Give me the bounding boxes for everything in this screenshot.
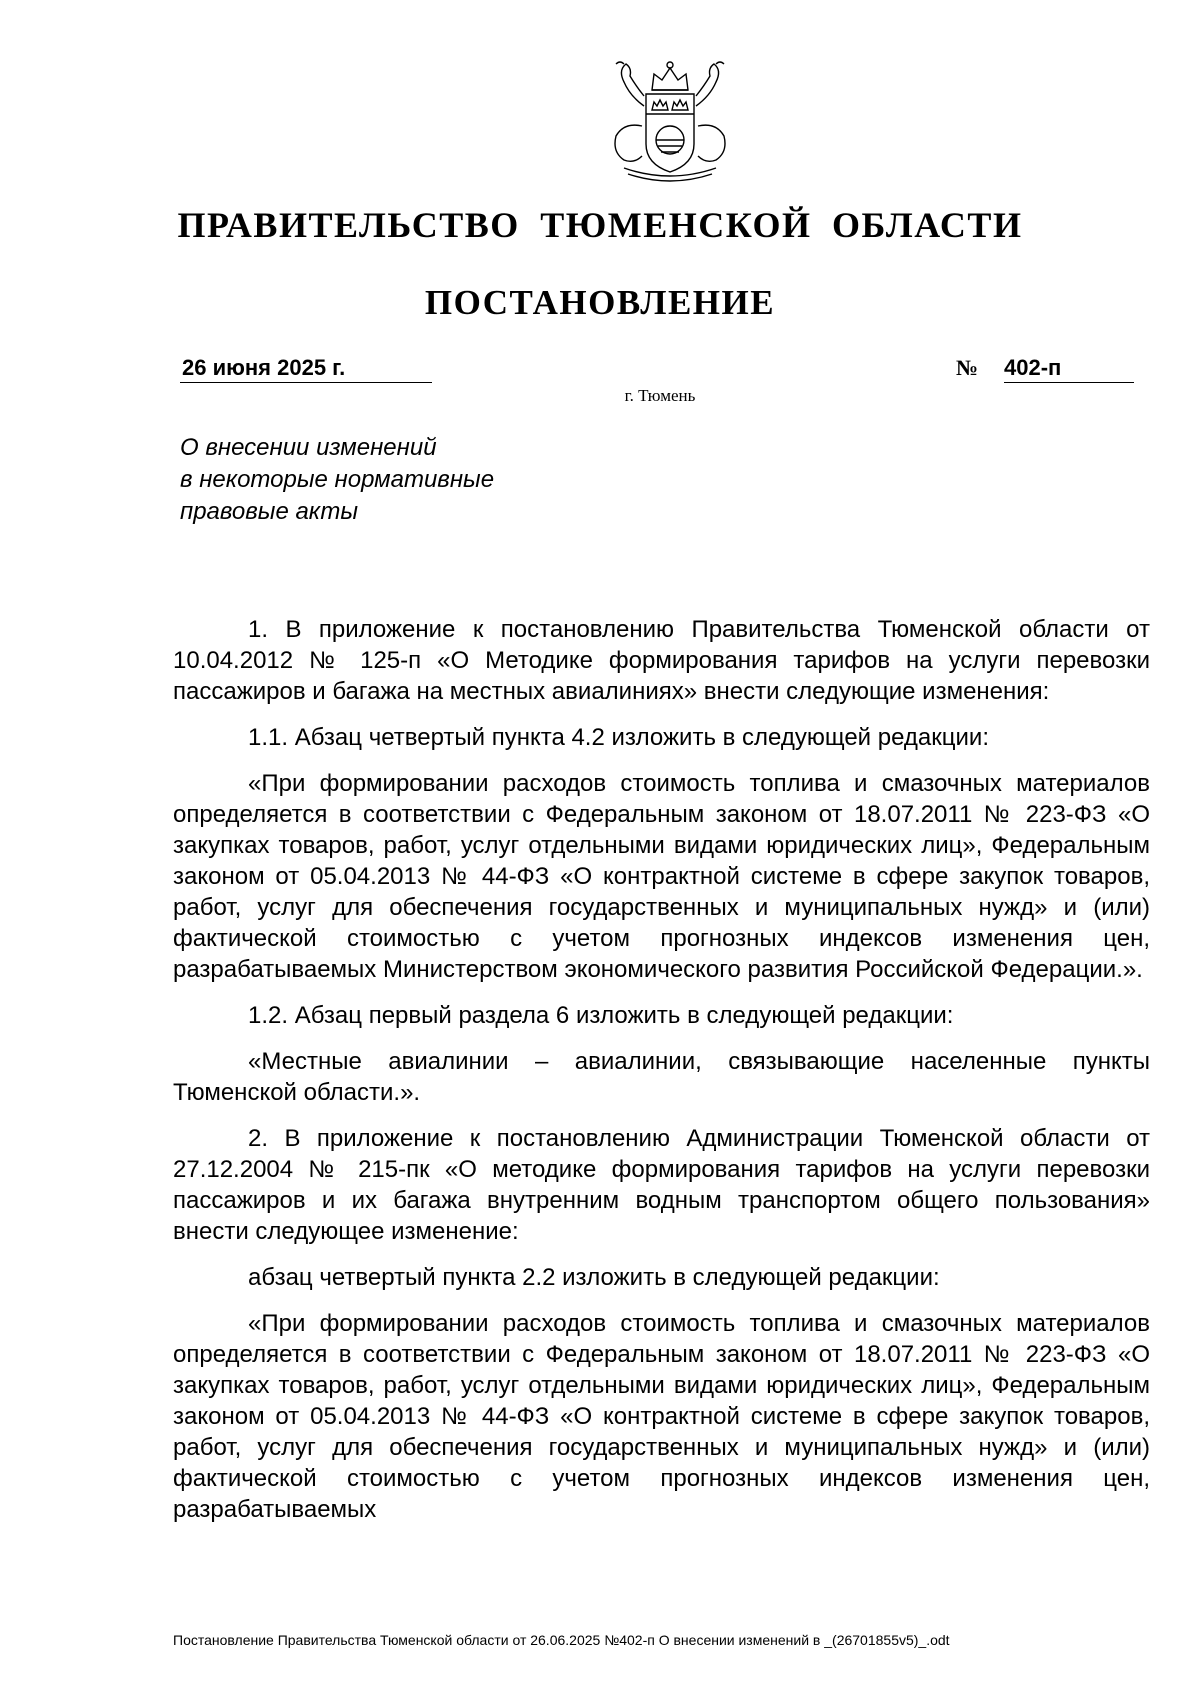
body-paragraph: 1.2. Абзац первый раздела 6 изложить в следующей редакции: xyxy=(248,1002,954,1029)
body-paragraph: 2. В приложение к постановлению Администрации Тюменской области от 27.12.2004 № 215-пк «О методике формирования тарифов на услуги перевозки пассажиров и их багажа внутренним водным транспортом общего пользования» внести следующее изменение: xyxy=(173,1125,1150,1245)
number-sign: № xyxy=(956,355,979,380)
body-paragraph: «При формировании расходов стоимость топлива и смазочных материалов определяется в соответствии с Федеральным законом от 18.07.2011 № 223-ФЗ «О закупках товаров, работ, услуг отдельными видами юридических лиц», Федеральным законом от 05.04.2013 № 44-ФЗ «О контрактной системе в сфере закупок товаров, работ, услуг для обеспечения государственных и муниципальных нужд» и (или) фактической стоимостью с учетом прогнозных индексов изменения цен, разрабатываемых xyxy=(173,1310,1150,1523)
body-paragraph: «При формировании расходов стоимость топлива и смазочных материалов определяется в соответствии с Федеральным законом от 18.07.2011 № 223-ФЗ «О закупках товаров, работ, услуг отдельными видами юридических лиц», Федеральным законом от 05.04.2013 № 44-ФЗ «О контрактной системе в сфере закупок товаров, работ, услуг для обеспечения государственных и муниципальных нужд» и (или) фактической стоимостью с учетом прогнозных индексов изменения цен, разрабатываемых Министерством экономического развития Российской Федерации.». xyxy=(173,770,1150,983)
subject-line: в некоторые нормативные xyxy=(180,466,495,493)
body-paragraph: 1. В приложение к постановлению Правительства Тюменской области от 10.04.2012 № 125-п «О Методике формирования тарифов на услуги перевозки пассажиров и багажа на местных авиалиниях» внести следующие изменения: xyxy=(173,616,1150,705)
document-number: 402-п xyxy=(1004,354,1134,383)
document-subject xyxy=(180,432,494,528)
subject-line: правовые акты xyxy=(180,498,359,525)
authority-title: ПРАВИТЕЛЬСТВО ТЮМЕНСКОЙ ОБЛАСТИ xyxy=(177,205,1023,245)
document-body xyxy=(173,614,1150,1540)
subject-line: О внесении изменений xyxy=(180,434,437,461)
document-type-title: ПОСТАНОВЛЕНИЕ xyxy=(424,283,776,322)
page-footer: Постановление Правительства Тюменской области от 26.06.2025 №402-п О внесении изменений в _(26701855v5)_.odt xyxy=(173,1632,950,1648)
document-date: 26 июня 2025 г. xyxy=(180,354,432,383)
body-paragraph: 1.1. Абзац четвертый пункта 4.2 изложить в следующей редакции: xyxy=(248,724,989,751)
body-paragraph: «Местные авиалинии – авиалинии, связывающие населенные пункты Тюменской области.». xyxy=(173,1048,1150,1106)
coat-of-arms-icon xyxy=(594,56,746,186)
city-label: г. Тюмень xyxy=(624,386,696,405)
body-paragraph: абзац четвертый пункта 2.2 изложить в следующей редакции: xyxy=(248,1264,940,1291)
